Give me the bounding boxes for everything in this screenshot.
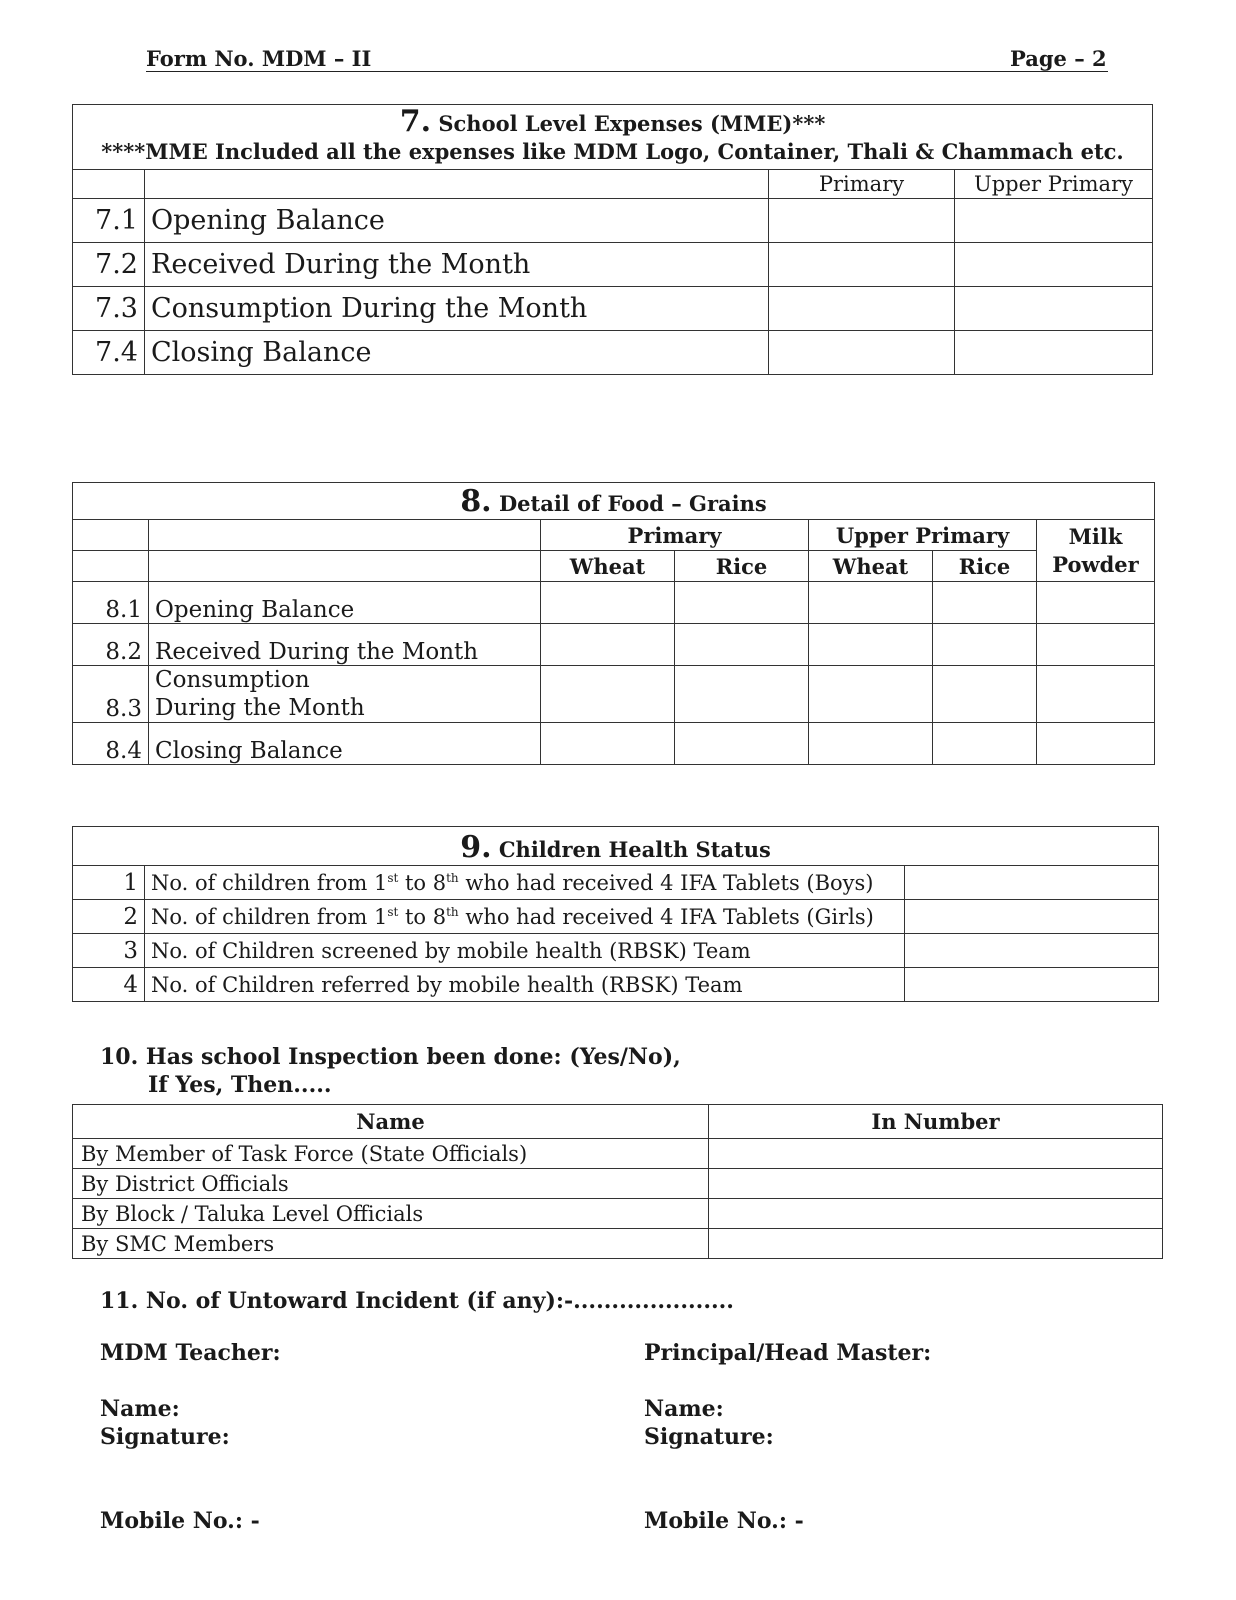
table-row: 4 No. of Children referred by mobile health (RBSK) Team [73,968,1159,1002]
input-cell[interactable] [809,582,933,624]
input-cell[interactable] [933,582,1037,624]
table-row: 8.3 Consumption During the Month [73,666,1155,723]
input-cell[interactable] [675,666,809,723]
col-primary: Primary [769,170,955,199]
principal-name-label: Name: [644,1396,724,1422]
inspection-question: 10. Has school Inspection been done: (Yes/No), [100,1044,681,1070]
table-row: 7.4 Closing Balance [73,331,1153,375]
col-primary-wheat: Wheat [541,551,675,582]
section8-title: 8. Detail of Food – Grains [73,483,1155,520]
input-cell[interactable] [709,1139,1163,1169]
table-row: 1 No. of children from 1st to 8th who had received 4 IFA Tablets (Boys) [73,866,1159,900]
table-row: 8.1 Opening Balance [73,582,1155,624]
input-cell[interactable] [1037,582,1155,624]
table-row: 7.3 Consumption During the Month [73,287,1153,331]
input-cell[interactable] [709,1229,1163,1259]
principal-signature-label: Signature: [644,1424,774,1450]
section7-title: 7. School Level Expenses (MME)*** ****MME Included all the expenses like MDM Logo, Container, Thali & Chammach etc. [73,105,1153,170]
input-cell[interactable] [905,866,1159,900]
input-cell[interactable] [905,968,1159,1002]
untoward-incident: 11. No. of Untoward Incident (if any):-..................... [100,1288,734,1314]
input-cell[interactable] [809,723,933,765]
teacher-name-label: Name: [100,1396,180,1422]
input-cell[interactable] [675,723,809,765]
form-number: Form No. MDM – II [146,46,372,71]
input-cell[interactable] [541,666,675,723]
table-row: 8.4 Closing Balance [73,723,1155,765]
input-cell[interactable] [709,1169,1163,1199]
input-cell[interactable] [809,624,933,666]
table-row: 8.2 Received During the Month [73,624,1155,666]
col-in-number: In Number [709,1105,1163,1139]
input-cell[interactable] [933,666,1037,723]
input-cell[interactable] [1037,723,1155,765]
table-row: By Block / Taluka Level Officials [73,1199,1163,1229]
input-cell[interactable] [769,331,955,375]
header-rule [146,71,1108,72]
section7-note: ****MME Included all the expenses like MDM Logo, Container, Thali & Chammach etc. [101,139,1124,164]
input-cell[interactable] [933,624,1037,666]
col-primary: Primary [541,520,809,551]
input-cell[interactable] [769,199,955,243]
col-upper-wheat: Wheat [809,551,933,582]
teacher-mobile-label: Mobile No.: - [100,1508,260,1534]
table-row: 3 No. of Children screened by mobile health (RBSK) Team [73,934,1159,968]
inspection-table [72,1104,1163,1259]
input-cell[interactable] [955,331,1153,375]
input-cell[interactable] [1037,666,1155,723]
input-cell[interactable] [769,243,955,287]
input-cell[interactable] [769,287,955,331]
input-cell[interactable] [809,666,933,723]
principal-label: Principal/Head Master: [644,1340,932,1366]
table-row: 2 No. of children from 1st to 8th who had received 4 IFA Tablets (Girls) [73,900,1159,934]
input-cell[interactable] [541,582,675,624]
input-cell[interactable] [955,243,1153,287]
col-upper-rice: Rice [933,551,1037,582]
table-row: By District Officials [73,1169,1163,1199]
food-grains-table [72,482,1155,765]
col-upper-primary: Upper Primary [955,170,1153,199]
col-name: Name [73,1105,709,1139]
input-cell[interactable] [1037,624,1155,666]
principal-mobile-label: Mobile No.: - [644,1508,804,1534]
page-number: Page – 2 [1010,46,1107,71]
table-row: By SMC Members [73,1229,1163,1259]
table-row: 7.2 Received During the Month [73,243,1153,287]
section9-title: 9. Children Health Status [73,827,1159,866]
input-cell[interactable] [541,723,675,765]
input-cell[interactable] [905,900,1159,934]
school-level-expenses-table [72,104,1153,375]
inspection-followup: If Yes, Then..... [148,1072,332,1098]
input-cell[interactable] [675,582,809,624]
table-row: By Member of Task Force (State Officials) [73,1139,1163,1169]
input-cell[interactable] [541,624,675,666]
children-health-table [72,826,1159,1002]
col-milk-powder: Milk Powder [1037,520,1155,582]
input-cell[interactable] [905,934,1159,968]
mdm-teacher-label: MDM Teacher: [100,1340,281,1366]
table-row: 7.1 Opening Balance [73,199,1153,243]
input-cell[interactable] [955,199,1153,243]
input-cell[interactable] [675,624,809,666]
input-cell[interactable] [955,287,1153,331]
input-cell[interactable] [709,1199,1163,1229]
col-upper-primary: Upper Primary [809,520,1037,551]
input-cell[interactable] [933,723,1037,765]
teacher-signature-label: Signature: [100,1424,230,1450]
col-primary-rice: Rice [675,551,809,582]
